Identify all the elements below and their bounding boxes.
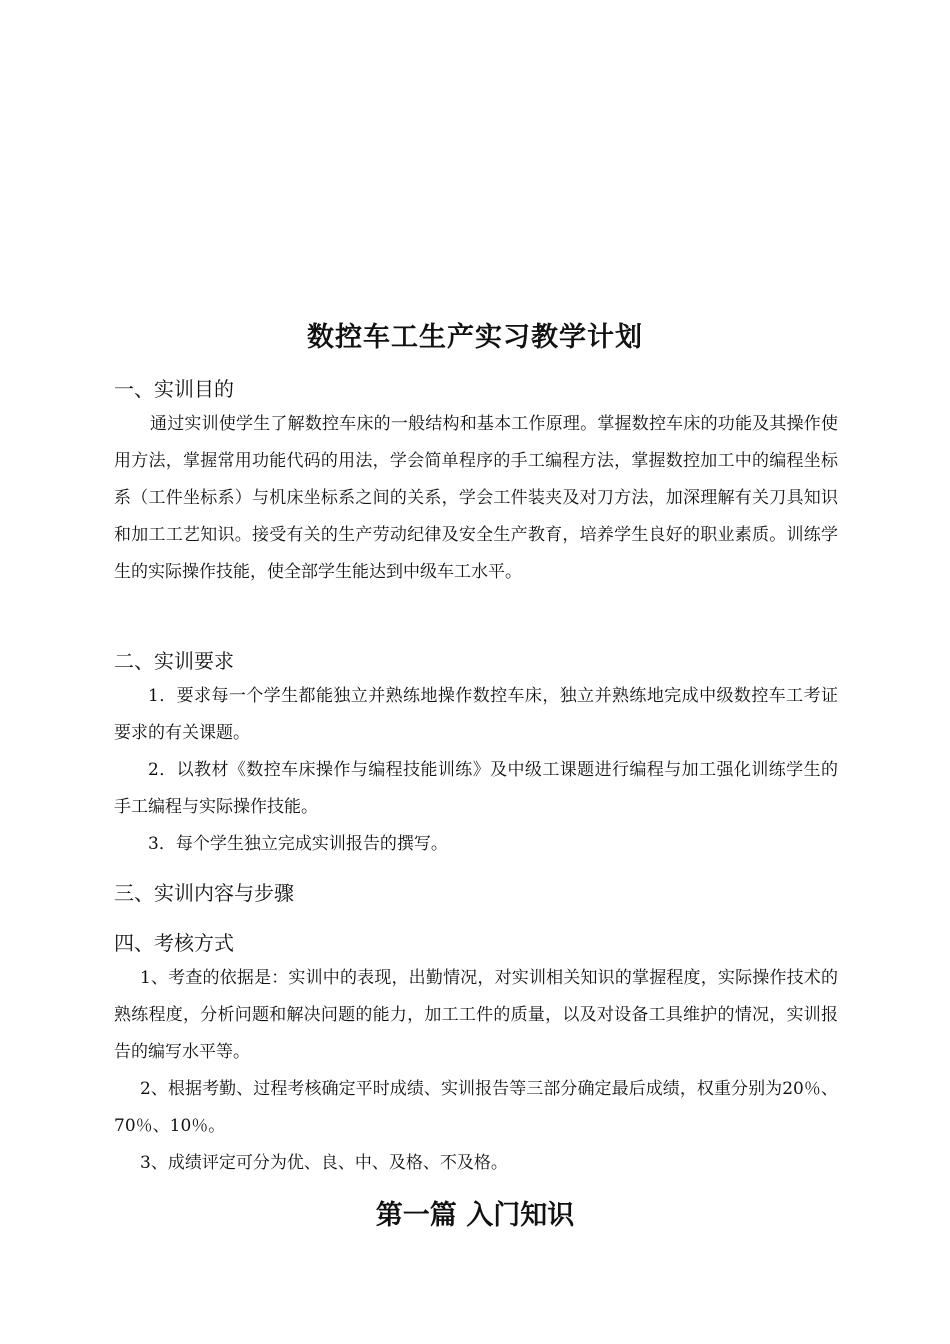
section-paragraph: 2．以教材《数控车床操作与编程技能训练》及中级工课题进行编程与加工强化训练学生的手工编程与实际操作技能。 [114,760,838,817]
section-heading-assessment: 四、考核方式 [114,931,234,955]
chapter-title: 第一篇 入门知识 [375,1200,575,1231]
document-title: 数控车工生产实习教学计划 [307,322,643,353]
section-heading-purpose: 一、实训目的 [114,377,234,401]
section-paragraph: 1、考查的依据是：实训中的表现，出勤情况，对实训相关知识的掌握程度，实际操作技术的熟练程度，分析问题和解决问题的能力，加工工件的质量，以及对设备工具维护的情况，实训报告的编写水平等。 [114,968,838,1062]
section-paragraph: 1．要求每一个学生都能独立并熟练地操作数控车床，独立并熟练地完成中级数控车工考证要求的有关课题。 [114,686,838,743]
section-paragraph: 2、根据考勤、过程考核确定平时成绩、实训报告等三部分确定最后成绩，权重分别为20％、70％、10％。 [114,1079,838,1136]
section-paragraph: 通过实训使学生了解数控车床的一般结构和基本工作原理。掌握数控车床的功能及其操作使用方法，掌握常用功能代码的用法，学会简单程序的手工编程方法，掌握数控加工中的编程坐标系（工件坐标系）与机床坐标系之间的关系，学会工件装夹及对刀方法，加深理解有关刀具知识和加工工艺知识。接受有关的生产劳动纪律及安全生产教育，培养学生良好的职业素质。训练学生的实际操作技能，使全部学生能达到中级车工水平。 [114,414,838,582]
section-paragraph: 3、成绩评定可分为优、良、中、及格、不及格。 [140,1153,508,1173]
section-heading-content-steps: 三、实训内容与步骤 [114,881,294,905]
section-heading-requirements: 二、实训要求 [114,649,234,673]
section-paragraph: 3．每个学生独立完成实训报告的撰写。 [148,834,448,854]
